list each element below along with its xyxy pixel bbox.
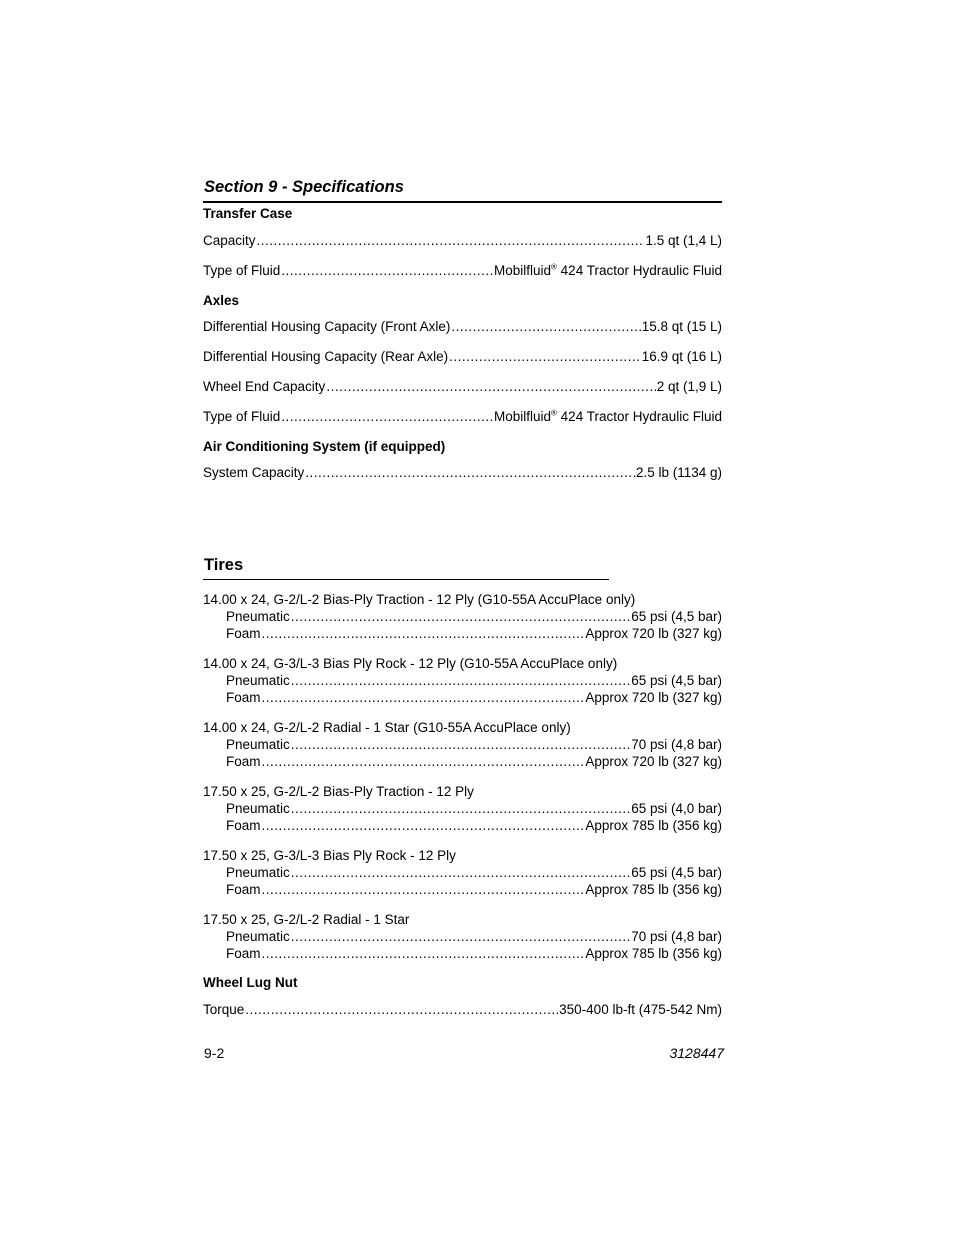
spec-label: Foam [226,818,261,833]
tire-pneumatic-row [203,609,722,624]
spec-value: Approx 785 lb (356 kg) [585,946,722,961]
document-number: 3128447 [669,1045,724,1061]
tires-title: Tires [204,556,244,574]
page-number: 9-2 [204,1045,225,1061]
tire-pneumatic-row [203,673,722,688]
spec-label: Foam [226,754,261,769]
spec-value: 15.8 qt (15 L) [641,319,722,334]
leader-dots [262,946,585,961]
tire-foam-row [203,690,722,705]
leader-dots [291,737,630,752]
axles-fluid-row [203,409,722,424]
spec-label: System Capacity [203,465,305,480]
axles-heading: Axles [203,293,240,308]
tire-spec-name: 14.00 x 24, G-2/L-2 Bias-Ply Traction - 12 Ply (G10-55A AccuPlace only) [203,592,636,607]
spec-label: Pneumatic [226,865,290,880]
spec-value: 65 psi (4,5 bar) [631,609,722,624]
leader-dots [262,690,585,705]
tire-spec-name: 14.00 x 24, G-3/L-3 Bias Ply Rock - 12 Ply (G10-55A AccuPlace only) [203,656,618,671]
leader-dots [449,349,641,364]
spec-label: Differential Housing Capacity (Rear Axle) [203,349,449,364]
tire-foam-row [203,946,722,961]
leader-dots [291,929,630,944]
transfer-case-heading: Transfer Case [203,206,293,221]
spec-label: Torque [203,1002,245,1017]
leader-dots [291,801,630,816]
spec-value: 16.9 qt (16 L) [641,349,722,364]
leader-dots [291,673,630,688]
transfer-case-capacity-row [203,233,722,248]
spec-label: Foam [226,690,261,705]
spec-label: Type of Fluid [203,263,281,278]
tire-foam-row [203,626,722,641]
spec-value: Approx 785 lb (356 kg) [585,818,722,833]
tire-pneumatic-row [203,737,722,752]
axles-front-row [203,319,722,334]
spec-label: Type of Fluid [203,409,281,424]
spec-label: Foam [226,946,261,961]
leader-dots [451,319,640,334]
tire-pneumatic-row [203,801,722,816]
spec-value: Approx 720 lb (327 kg) [585,690,722,705]
leader-dots [262,626,585,641]
transfer-case-fluid-row [203,263,722,278]
leader-dots [257,233,645,248]
leader-dots [262,754,585,769]
spec-value: Mobilfluid® 424 Tractor Hydraulic Fluid [493,262,722,278]
spec-label: Foam [226,626,261,641]
spec-value: 70 psi (4,8 bar) [631,929,722,944]
spec-label: Pneumatic [226,609,290,624]
section-header [203,176,722,203]
leader-dots [291,865,630,880]
spec-value: 350-400 lb-ft (475-542 Nm) [559,1002,722,1017]
axles-rear-row [203,349,722,364]
tire-foam-row [203,754,722,769]
spec-label: Foam [226,882,261,897]
tire-foam-row [203,818,722,833]
spec-value: Mobilfluid® 424 Tractor Hydraulic Fluid [493,408,722,424]
tire-spec-name: 17.50 x 25, G-2/L-2 Bias-Ply Traction - 12 Ply [203,784,474,799]
spec-label: Differential Housing Capacity (Front Axle) [203,319,451,334]
spec-value: 65 psi (4,5 bar) [631,673,722,688]
wheel-lug-nut-heading: Wheel Lug Nut [203,975,298,990]
spec-value: 2 qt (1,9 L) [656,379,722,394]
tire-foam-row [203,882,722,897]
spec-value: 65 psi (4,5 bar) [631,865,722,880]
spec-label: Pneumatic [226,929,290,944]
leader-dots [262,882,585,897]
leader-dots [305,465,635,480]
spec-value: Approx 720 lb (327 kg) [585,626,722,641]
air-conditioning-heading: Air Conditioning System (if equipped) [203,439,446,454]
spec-value: Approx 720 lb (327 kg) [585,754,722,769]
spec-value: 1.5 qt (1,4 L) [645,233,722,248]
leader-dots [245,1002,558,1017]
tire-spec-name: 17.50 x 25, G-3/L-3 Bias Ply Rock - 12 Ply [203,848,456,863]
leader-dots [326,379,655,394]
spec-label: Pneumatic [226,737,290,752]
spec-label: Pneumatic [226,801,290,816]
tire-spec-name: 14.00 x 24, G-2/L-2 Radial - 1 Star (G10-55A AccuPlace only) [203,720,571,735]
section-title: Section 9 - Specifications [204,178,404,196]
spec-label: Capacity [203,233,256,248]
spec-label: Wheel End Capacity [203,379,326,394]
axles-wheel-end-row [203,379,722,394]
tire-pneumatic-row [203,865,722,880]
air-conditioning-capacity-row [203,465,722,480]
tire-spec-name: 17.50 x 25, G-2/L-2 Radial - 1 Star [203,912,410,927]
spec-value: 65 psi (4,0 bar) [631,801,722,816]
spec-value: 2.5 lb (1134 g) [635,465,722,480]
spec-value: Approx 785 lb (356 kg) [585,882,722,897]
spec-label: Pneumatic [226,673,290,688]
tire-pneumatic-row [203,929,722,944]
leader-dots [281,409,493,424]
spec-value: 70 psi (4,8 bar) [631,737,722,752]
leader-dots [291,609,630,624]
leader-dots [262,818,585,833]
leader-dots [281,263,493,278]
wheel-lug-nut-torque-row [203,1002,722,1017]
tires-header [203,554,609,580]
